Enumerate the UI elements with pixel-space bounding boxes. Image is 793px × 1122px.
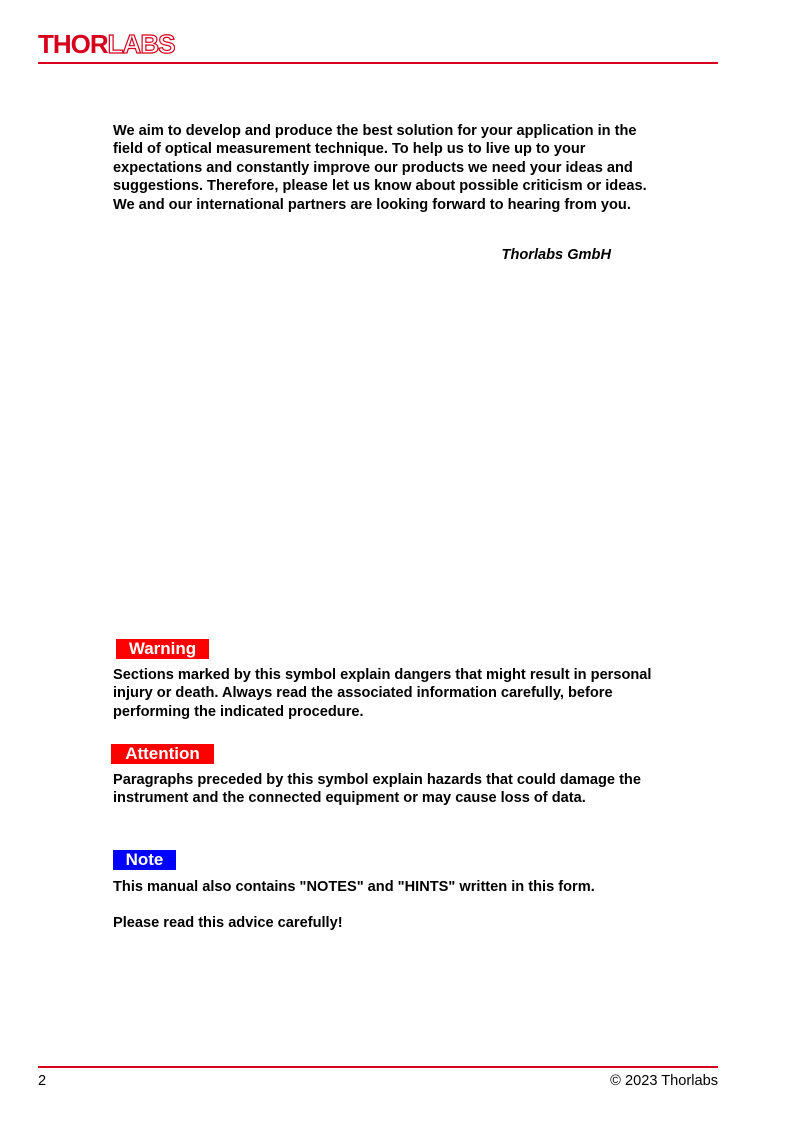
warning-badge: Warning (116, 639, 209, 659)
warning-description: Sections marked by this symbol explain dangers that might result in personal injury or death. Always read the associated information carefully, before performing the indicated procedure. (113, 667, 652, 720)
attention-description: Paragraphs preceded by this symbol explain hazards that could damage the instrument and the connected equipment or may cause loss of data. (113, 772, 641, 807)
header-rule (38, 62, 718, 64)
intro-paragraph: We aim to develop and produce the best solution for your application in the field of optical measurement technique. To help us to live up to your expectations and constantly improve our products we need your ideas and suggestions. Therefore, please let us know about possible criticism or ideas. We and our international partners are looking forward to hearing from you. (113, 123, 647, 213)
advice-text: Please read this advice carefully! (113, 915, 343, 931)
note-badge: Note (113, 850, 176, 870)
note-description: This manual also contains "NOTES" and "HINTS" written in this form. (113, 879, 595, 895)
page-number: 2 (38, 1073, 47, 1089)
attention-badge: Attention (111, 744, 214, 764)
footer-rule (38, 1066, 718, 1068)
signature: Thorlabs GmbH (501, 247, 611, 263)
logo-outline-text: LABS (107, 29, 175, 59)
logo-solid-text: THOR (38, 29, 108, 59)
copyright: © 2023 Thorlabs (610, 1073, 718, 1089)
thorlabs-logo (38, 30, 174, 58)
